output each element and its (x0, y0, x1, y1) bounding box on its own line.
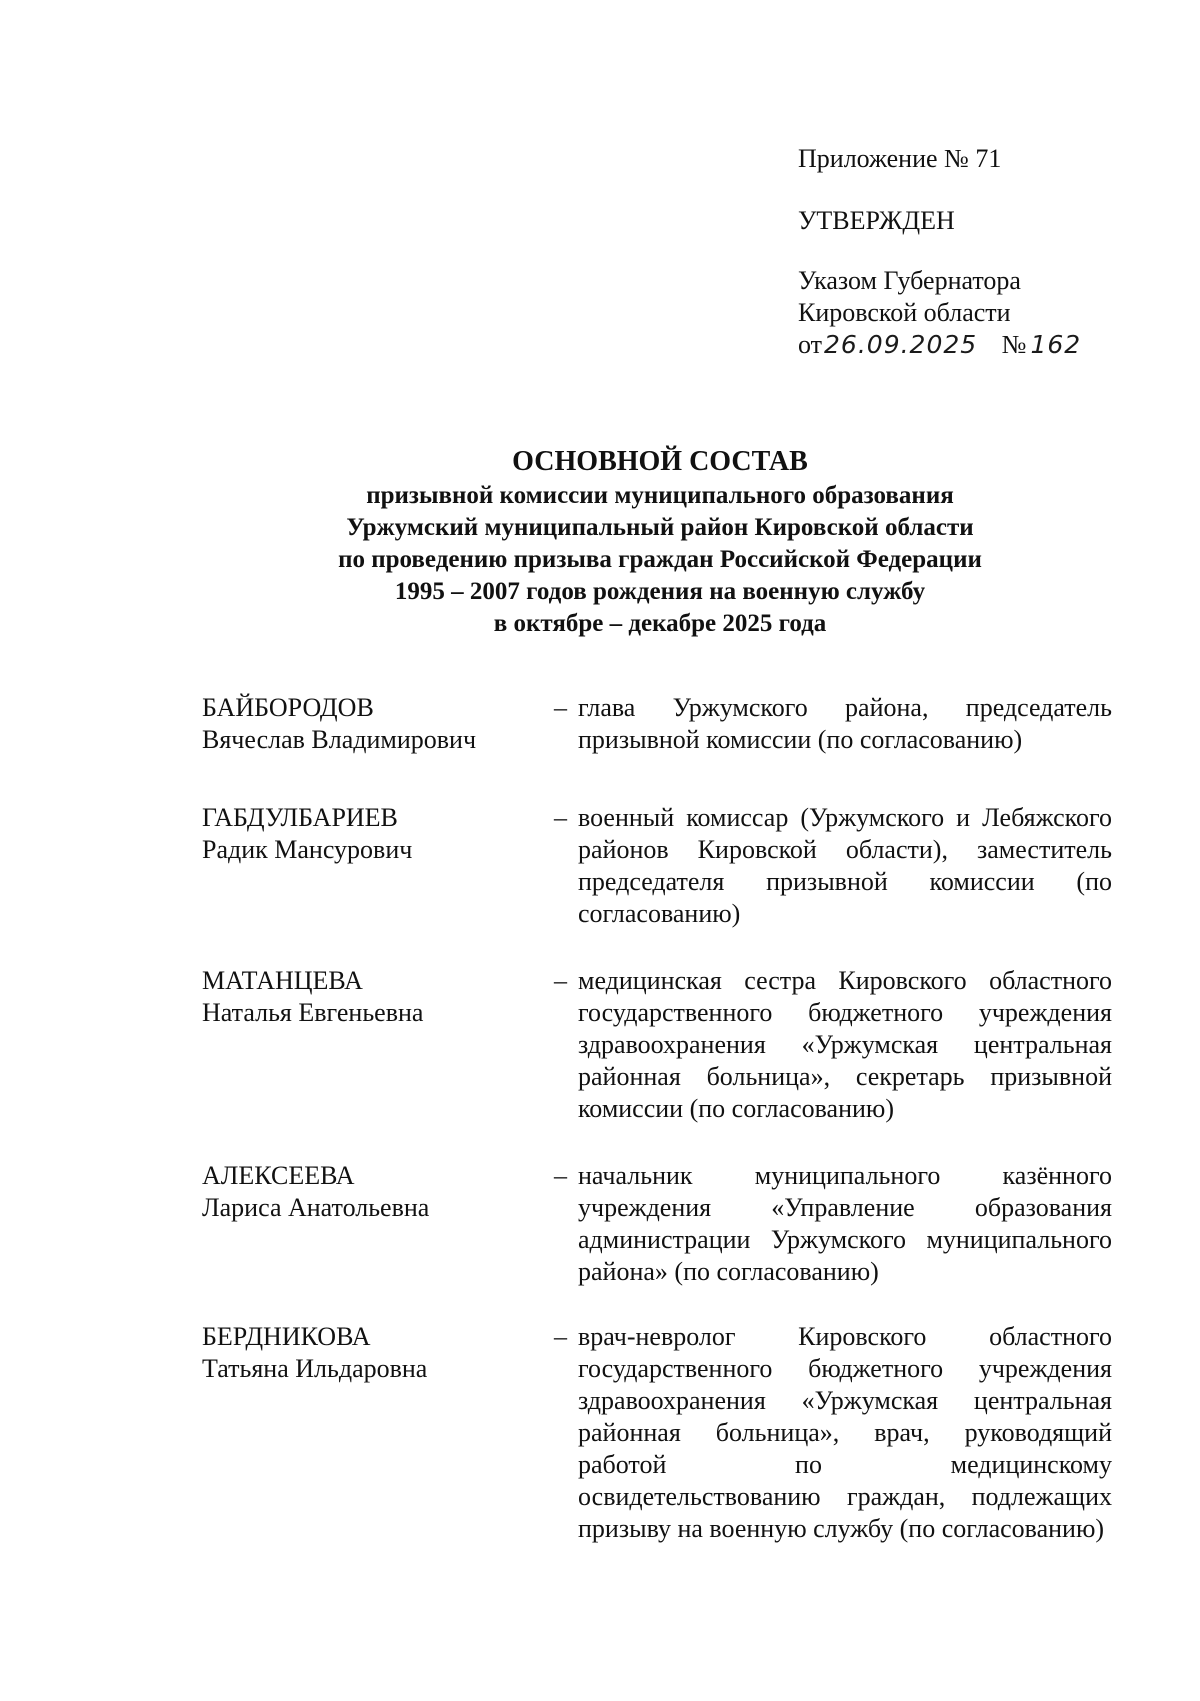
title-main: ОСНОВНОЙ СОСТАВ (512, 446, 808, 477)
title-line-5: в октябре – декабре 2025 года (493, 610, 827, 637)
member-given-names: Наталья Евгеньевна (202, 998, 424, 1027)
document-title (150, 444, 1170, 640)
member-dash: – (554, 693, 567, 722)
member-entry (202, 692, 1112, 756)
approval-block (798, 143, 1158, 361)
member-entry (202, 1160, 1112, 1286)
member-given-names: Вячеслав Владимирович (202, 725, 477, 754)
member-surname: БАЙБОРОДОВ (202, 693, 374, 722)
from-prefix: от (798, 330, 823, 359)
member-role: врач-невролог Кировского областного государственного бюджетного учреждения здравоохранения «Уржумская центральная районная больница», врач, руководящий работой по медицинскому освидетельствованию граждан, подлежащих призыву на военную службу (по согласованию) (578, 1322, 1112, 1543)
appendix-label: Приложение № 71 (798, 144, 1002, 173)
member-role: военный комиссар (Уржумского и Лебяжского районов Кировской области), заместитель председателя призывной комиссии (по согласованию) (578, 803, 1112, 928)
member-surname: МАТАНЦЕВА (202, 966, 363, 995)
member-entry (202, 802, 1112, 928)
member-name (202, 802, 552, 866)
member-given-names: Лариса Анатольевна (202, 1193, 430, 1222)
member-surname: ГАБДУЛБАРИЕВ (202, 803, 398, 832)
member-given-names: Татьяна Ильдаровна (202, 1354, 428, 1383)
title-line-3: по проведению призыва граждан Российской Федерации (338, 546, 982, 573)
member-entry (202, 1321, 1112, 1543)
decree-line-2: Кировской области (798, 298, 1011, 327)
member-role: медицинская сестра Кировского областного государственного бюджетного учреждения здравоохранения «Уржумская центральная районная больница», секретарь призывной комиссии (по согласованию) (578, 966, 1112, 1123)
member-given-names: Радик Мансурович (202, 835, 413, 864)
decree-line-1: Указом Губернатора (798, 266, 1021, 295)
member-dash: – (554, 803, 567, 832)
member-role: глава Уржумского района, председатель призывной комиссии (по согласованию) (578, 693, 1112, 754)
member-name (202, 1160, 552, 1224)
member-surname: БЕРДНИКОВА (202, 1322, 371, 1351)
handwritten-number: 162 (1030, 330, 1082, 359)
decree-date-line (798, 329, 1158, 361)
member-surname: АЛЕКСЕЕВА (202, 1161, 355, 1190)
member-dash: – (554, 1161, 567, 1190)
title-line-2: Уржумский муниципальный район Кировской области (346, 514, 974, 541)
title-line-1: призывной комиссии муниципального образования (366, 482, 954, 509)
member-dash: – (554, 966, 567, 995)
title-line-4: 1995 – 2007 годов рождения на военную службу (394, 578, 926, 605)
member-role: начальник муниципального казённого учреждения «Управление образования администрации Уржумского муниципального района» (по согласованию) (578, 1161, 1112, 1286)
number-prefix: № (1001, 330, 1027, 359)
member-name (202, 1321, 552, 1385)
member-dash: – (554, 1322, 567, 1351)
member-name (202, 965, 552, 1029)
approved-label: УТВЕРЖДЕН (798, 206, 955, 235)
member-entry (202, 965, 1112, 1123)
member-name (202, 692, 552, 756)
handwritten-date: 26.09.2025 (824, 330, 978, 359)
